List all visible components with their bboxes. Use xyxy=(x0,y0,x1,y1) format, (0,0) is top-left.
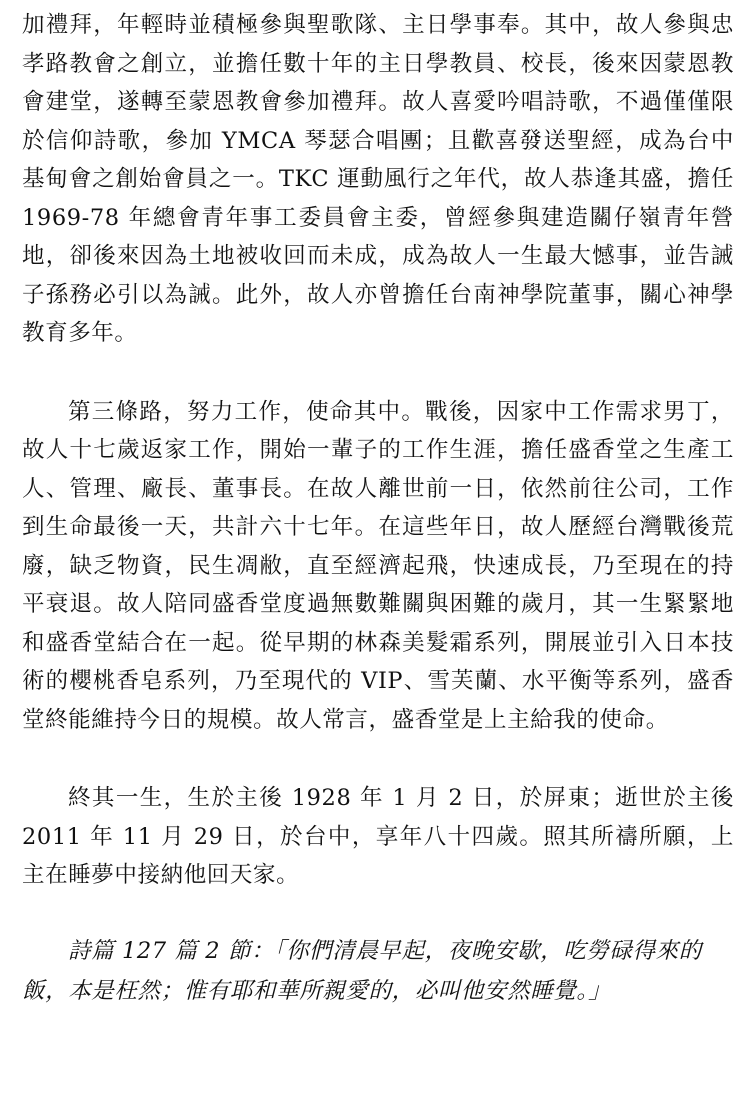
paragraph-work-life: 第三條路，努力工作，使命其中。戰後，因家中工作需求男丁，故人十七歲返家工作，開始一輩子的工作生涯，擔任盛香堂之生產工人、管理、廠長、董事長。在故人離世前一日，依然前往公司，工作到生命最後一天，共計六十七年。在這些年日，故人歷經台灣戰後荒廢，缺乏物資，民生凋敝，直至經濟起飛，快速成長，乃至現在的持平衰退。故人陪同盛香堂度過無數難關與困難的歲月，其一生緊緊地和盛香堂結合在一起。從早期的林森美髮霜系列，開展並引入日本技術的櫻桃香皂系列，乃至現代的 VIP、雪芙蘭、水平衡等系列，盛香堂終能維持今日的規模。故人常言，盛香堂是上主給我的使命。 xyxy=(22,398,734,733)
paragraph-spacer xyxy=(22,895,734,931)
paragraph-spacer xyxy=(22,353,734,393)
scripture-verse: 詩篇 127 篇 2 節：「你們清晨早起，夜晚安歇，吃勞碌得來的飯，本是枉然；惟有耶和華所親愛的，必叫他安然睡覺。」 xyxy=(22,937,702,1004)
document-page xyxy=(22,6,734,1011)
paragraph-church-service: 加禮拜，年輕時並積極參與聖歌隊、主日學事奉。其中，故人參與忠孝路教會之創立，並擔任數十年的主日學教員、校長，後來因蒙恩教會建堂，遂轉至蒙恩教會參加禮拜。故人喜愛吟唱詩歌，不過僅僅限於信仰詩歌，參加 YMCA 琴瑟合唱團；且歡喜發送聖經，成為台中基甸會之創始會員之一。TKC 運動風行之年代，故人恭逢其盛，擔任 1969-78 年總會青年事工委員會主委，曾經參與建造關仔嶺青年營地，卻後來因為土地被收回而未成，成為故人一生最大憾事，並告誡子孫務必引以為誡。此外，故人亦曾擔任台南神學院董事，關心神學教育多年。 xyxy=(22,12,734,346)
paragraph-life-dates: 終其一生，生於主後 1928 年 1 月 2 日，於屏東；逝世於主後 2011 年 11 月 29 日，於台中，享年八十四歲。照其所禱所願，上主在睡夢中接納他回天家。 xyxy=(22,785,734,888)
paragraph-spacer xyxy=(22,739,734,779)
